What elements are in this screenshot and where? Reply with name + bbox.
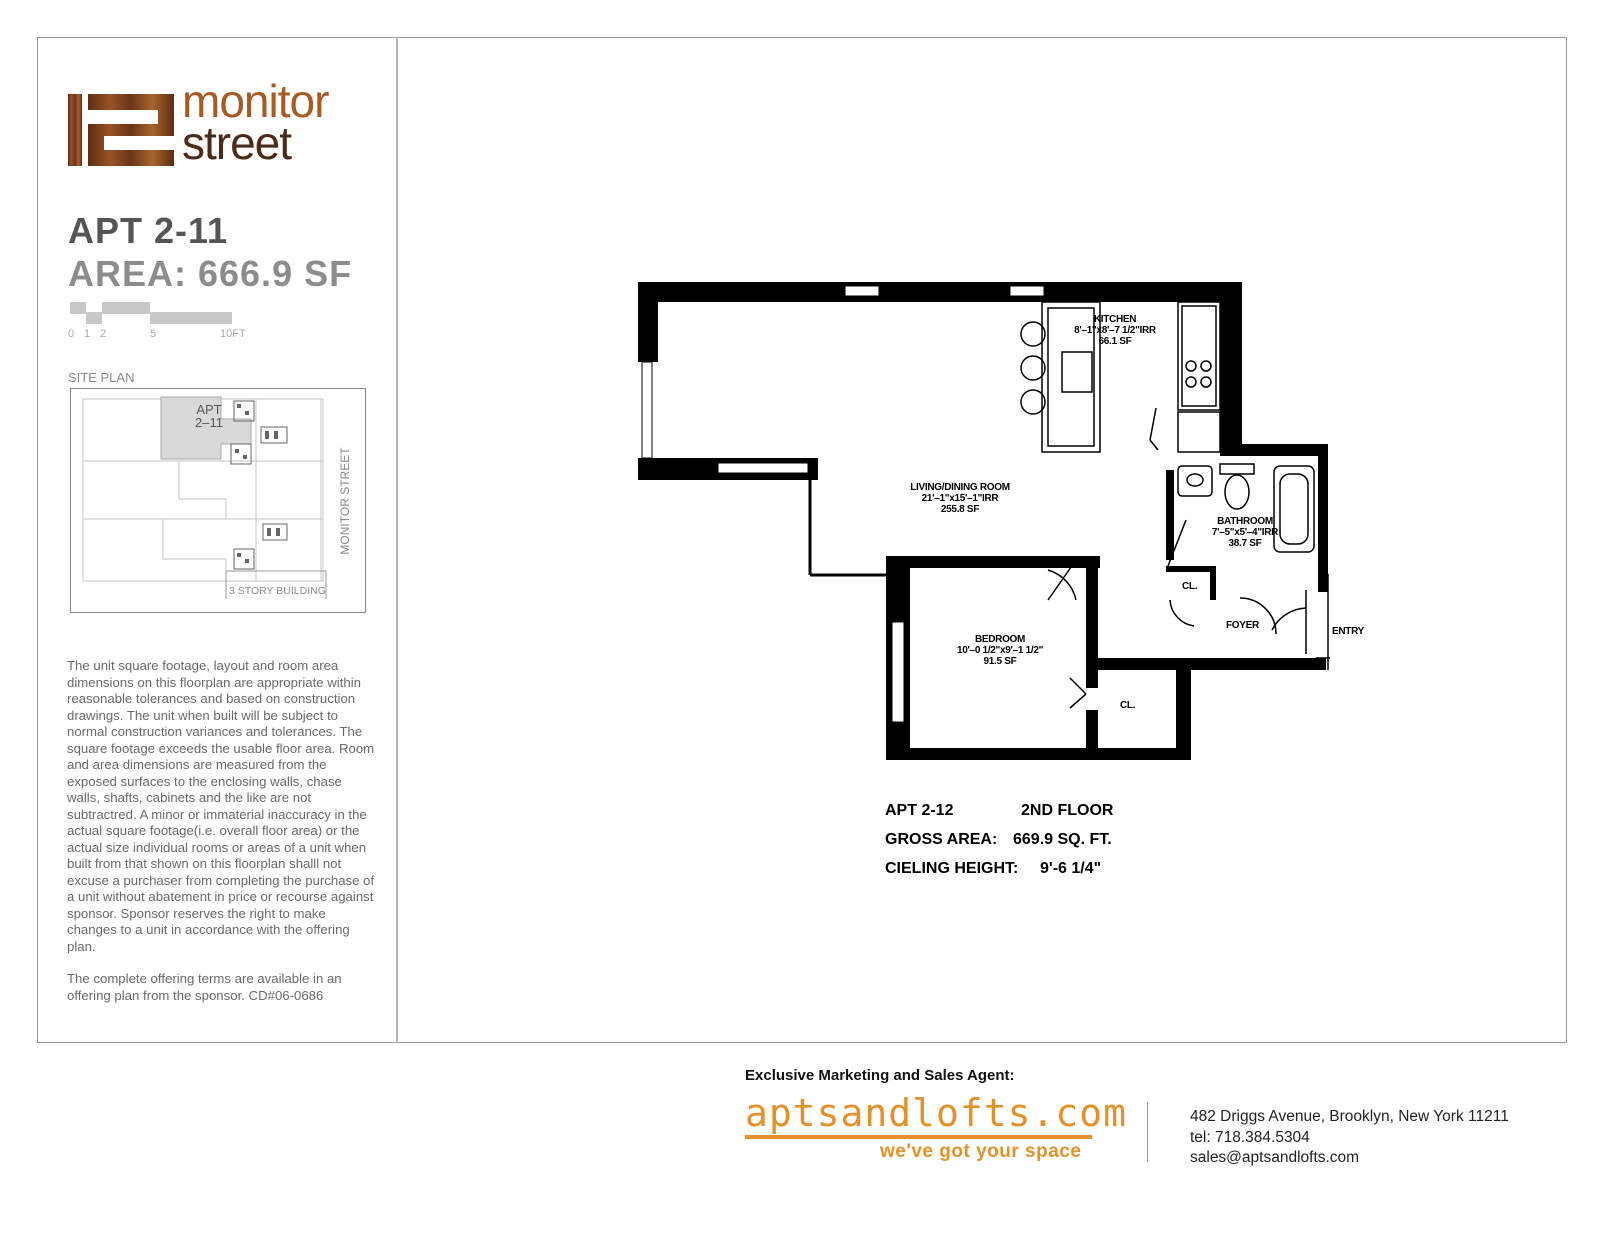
- bedroom-dims: 10'–0 1/2"x9'–1 1/2": [956, 645, 1044, 656]
- entry-label: ENTRY: [1332, 626, 1365, 637]
- site-plan-label: SITE PLAN: [68, 370, 135, 385]
- floor-plan: [630, 270, 1365, 765]
- apartment-title: APT 2-11: [68, 210, 229, 251]
- scale-label: 10FT: [220, 328, 246, 340]
- apartment-area: AREA: 666.9 SF: [68, 253, 353, 294]
- scale-label: 2: [100, 328, 107, 340]
- closet-label: CL.: [1120, 700, 1136, 711]
- living-room-area: 255.8 SF: [940, 504, 980, 515]
- scale-bar: [68, 300, 268, 348]
- logo-wordmark: [182, 75, 329, 169]
- scale-label: 0: [68, 328, 75, 340]
- ceiling-height-label: CIELING HEIGHT:: [885, 860, 1019, 877]
- agent-email: sales@aptsandlofts.com: [1190, 1149, 1360, 1166]
- logo-12-mark: [68, 94, 174, 166]
- site-unit-tag-line1: APT: [196, 402, 222, 417]
- bedroom-area: 91.5 SF: [983, 656, 1017, 667]
- gross-area-value: 669.9 SQ. FT.: [1013, 831, 1112, 848]
- brand-underline: [745, 1135, 1092, 1139]
- floor-label: 2ND FLOOR: [1021, 802, 1114, 819]
- scale-label: 1: [84, 328, 91, 340]
- closet-label: CL.: [1182, 581, 1198, 592]
- kitchen-dims: 8'–1"x8'–7 1/2"IRR: [1074, 325, 1156, 336]
- logo-line-1: monitor: [182, 75, 329, 127]
- disclaimer: [67, 658, 377, 1020]
- ceiling-height-value: 9'-6 1/4": [1040, 860, 1102, 877]
- gross-area-label: GROSS AREA:: [885, 831, 998, 848]
- disclaimer-paragraph-1: The unit square footage, layout and room area dimensions on this floorplan are appropriate within reasonable tolerances and based on construction drawings. The unit when built will be subject to normal construction variances and tolerances. The square footage exceeds the usable floor area. Room and area dimensions are measured from the exposed surfaces to the enclosing walls, chase walls, shafts, cabinets and the like are not subtractred. A minor or immaterial inaccuracy in the actual square footage(i.e. overall floor area) or the actual size individual rooms or areas of a unit when built from that shown on this floorplan shalll not excuse a purchaser from completing the purchase of a unit without abatement in price or recourse against sponsor. Sponsor reserves the right to make changes to a unit in accordance with the offering plan.: [67, 658, 375, 954]
- bathroom-dims: 7'–5"x5'–4"IRR: [1211, 527, 1279, 538]
- kitchen-area: 66.1 SF: [1098, 336, 1132, 347]
- building-note: 3 STORY BUILDING: [229, 585, 326, 597]
- column-divider: [396, 37, 398, 1043]
- floor-plan-drawing: [630, 270, 1330, 760]
- living-room-dims: 21'–1"x15'–1"IRR: [921, 493, 999, 504]
- apt-number: APT 2-12: [885, 802, 954, 819]
- scale-bar-graphic: [68, 300, 268, 326]
- site-plan: [70, 388, 366, 613]
- living-room-name: LIVING/DINING ROOM: [910, 482, 1010, 493]
- footer-divider: [1147, 1102, 1148, 1162]
- bathroom-name: BATHROOM: [1217, 516, 1273, 527]
- kitchen-label: [1060, 314, 1170, 347]
- agent-label: Exclusive Marketing and Sales Agent:: [745, 1067, 1015, 1084]
- living-room-label: [890, 482, 1030, 515]
- bathroom-label: [1195, 516, 1295, 549]
- site-unit-tag: [195, 403, 223, 429]
- logo-line-2: street: [182, 117, 292, 169]
- foyer-label: FOYER: [1226, 620, 1259, 631]
- building-logo: [68, 75, 378, 174]
- bedroom-name: BEDROOM: [974, 634, 1026, 645]
- street-label: MONITOR STREET: [338, 447, 352, 555]
- agent-brand-name: aptsandlofts.com: [745, 1091, 1128, 1135]
- site-unit-tag-line2: 2–11: [195, 415, 223, 430]
- agent-phone: tel: 718.384.5304: [1190, 1128, 1310, 1146]
- kitchen-name: KITCHEN: [1093, 314, 1137, 325]
- agent-contact: [1190, 1107, 1509, 1169]
- agent-brand-logo: [745, 1091, 1128, 1162]
- agent-tagline: we've got your space: [880, 1141, 1082, 1162]
- bedroom-label: [930, 634, 1070, 667]
- bathroom-area: 38.7 SF: [1228, 538, 1262, 549]
- agent-address: 482 Driggs Avenue, Brooklyn, New York 11211: [1190, 1108, 1509, 1125]
- scale-label: 5: [150, 328, 157, 340]
- disclaimer-paragraph-2: The complete offering terms are available in an offering plan from the sponsor. CD#06-0686: [67, 971, 342, 1003]
